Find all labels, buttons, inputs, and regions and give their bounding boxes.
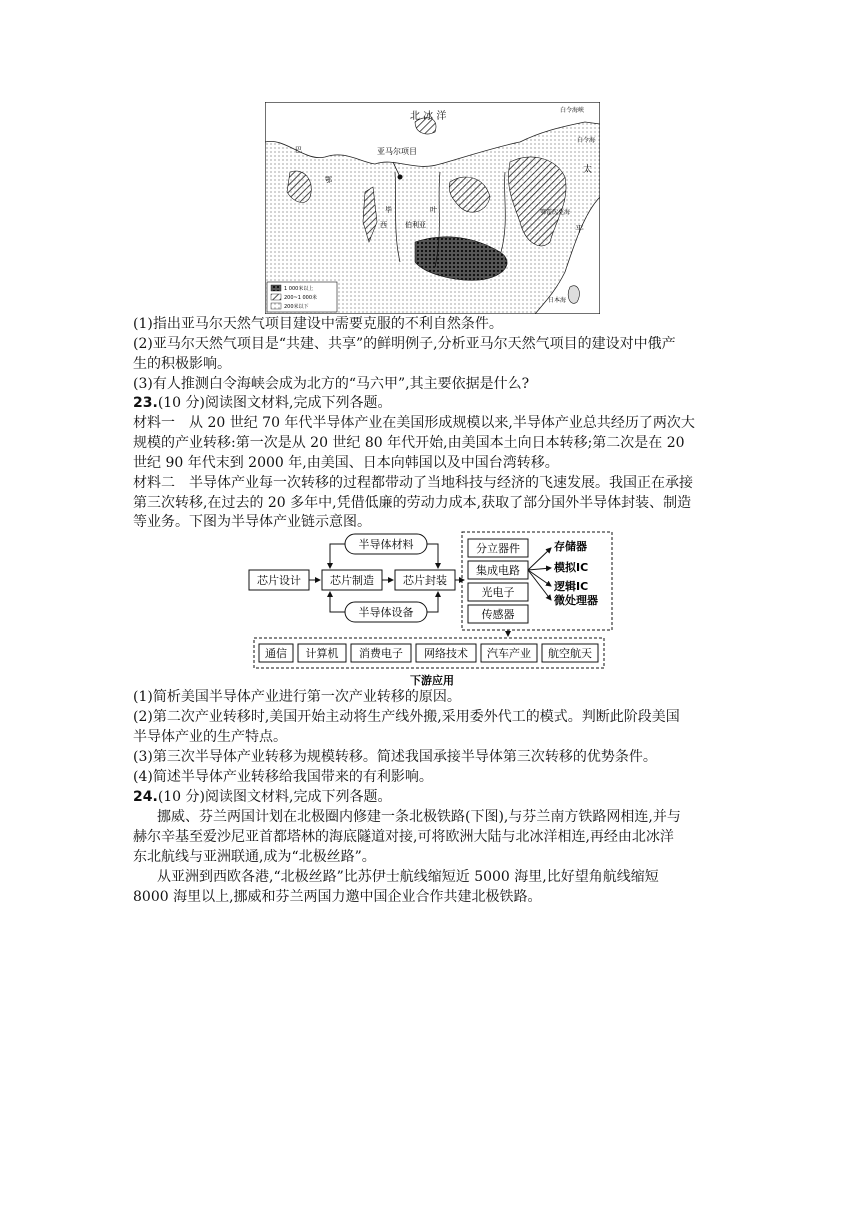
legend-label: 200~1 000米 xyxy=(284,295,318,301)
island xyxy=(568,286,579,304)
label-small: 伯利亚 xyxy=(405,221,426,229)
q22-question-2: (2)亚马尔天然气项目是“共建、共享”的鲜明例子,分析亚马尔天然气项目的建设对中俄产 xyxy=(133,336,676,352)
label-bering-sea: 白令海 xyxy=(577,137,596,144)
chip-packaging-box: 芯片封装 xyxy=(403,574,447,587)
q24-number: 24. xyxy=(133,789,158,805)
label-arctic-ocean: 北 冰 洋 xyxy=(410,111,447,122)
label-bering-strait: 白令海峡 xyxy=(560,107,585,114)
q24-paragraph-line: 东北航线与亚洲联通,成为“北极丝路”。 xyxy=(133,849,376,865)
label-project: 亚马尔项目 xyxy=(377,147,417,156)
ic-analog: 模拟IC xyxy=(554,561,589,574)
map-legend xyxy=(267,282,337,312)
q24-header-text: (10 分)阅读图文材料,完成下列各题。 xyxy=(157,789,392,805)
q23-material-line: 等业务。下图为半导体产业链示意图。 xyxy=(133,514,371,530)
q22-question-3: (3)有人推测白令海峡会成为北方的“马六甲”,其主要依据是什么? xyxy=(133,376,530,392)
label-small: 西 xyxy=(380,221,387,229)
label-sea-of-japan: 日本海 xyxy=(548,297,567,304)
label-okhotsk: 鄂霍次克海 xyxy=(540,209,571,216)
q23-question-2: (2)第二次产业转移时,美国开始主动将生产线外搬,采用委外代工的模式。判断此阶段美国 xyxy=(133,709,680,725)
label-pacific-2: 平 xyxy=(575,225,585,235)
q24-paragraph-line: 从亚洲到西欧各港,“北极丝路”比苏伊士航线缩短近 5000 海里,比好望角航线缩短 xyxy=(157,869,659,885)
ic-logic: 逻辑IC xyxy=(554,580,589,593)
product-sensor: 传感器 xyxy=(481,608,515,621)
legend-label: 200米以下 xyxy=(284,304,309,310)
q23-number: 23. xyxy=(133,395,158,411)
product-discrete: 分立器件 xyxy=(476,542,520,555)
q23-question-4: (4)简述半导体产业转移给我国带来的有利影响。 xyxy=(133,769,433,785)
q23-header xyxy=(133,395,391,411)
russia-map xyxy=(265,102,600,314)
semi-materials-box: 半导体材料 xyxy=(358,538,414,551)
q23-material-line: 材料二 半导体产业每一次转移的过程都带动了当地科技与经济的飞速发展。我国正在承接 xyxy=(133,475,693,491)
product-ic: 集成电路 xyxy=(476,564,520,577)
label-small: 叶 xyxy=(430,206,437,214)
ic-microprocessor: 微处理器 xyxy=(554,594,598,607)
q22-question-2-cont: 生的积极影响。 xyxy=(133,356,231,372)
q23-material-line: 世纪 90 年代末到 2000 年,由美国、日本向韩国以及中国台湾转移。 xyxy=(133,455,559,471)
q22-question-1: (1)指出亚马尔天然气项目建设中需要克服的不利自然条件。 xyxy=(133,316,503,332)
q23-material-line: 材料一 从 20 世纪 70 年代半导体产业在美国形成规模以来,半导体产业总共经历了两次大 xyxy=(133,415,695,431)
downstream-item: 汽车产业 xyxy=(487,647,531,660)
legend-label: 1 000米以上 xyxy=(284,286,314,292)
q24-paragraph-line: 挪威、芬兰两国计划在北极圈内修建一条北极铁路(下图),与芬兰南方铁路网相连,并与 xyxy=(157,809,681,825)
q23-question-3: (3)第三次半导体产业转移为规模转移。简述我国承接半导体第三次转移的优势条件。 xyxy=(133,749,657,765)
downstream-item: 消费电子 xyxy=(359,647,403,660)
q23-question-1: (1)简析美国半导体产业进行第一次产业转移的原因。 xyxy=(133,689,461,705)
downstream-item: 网络技术 xyxy=(424,647,468,660)
semi-equipment-box: 半导体设备 xyxy=(358,606,414,619)
label-small: 毕 xyxy=(385,206,392,214)
chip-design-box: 芯片设计 xyxy=(257,574,301,587)
semiconductor-chain-diagram xyxy=(248,530,616,690)
ic-memory: 存储器 xyxy=(554,540,587,553)
q23-material-line: 第三次转移,在过去的 20 多年中,凭借低廉的劳动力成本,获取了部分国外半导体封装、制造 xyxy=(133,495,692,511)
q23-question-2-cont: 半导体产业的生产特点。 xyxy=(133,729,287,745)
q24-paragraph-line: 8000 海里以上,挪威和芬兰两国力邀中国企业合作共建北极铁路。 xyxy=(133,889,542,905)
label-pacific-1: 太 xyxy=(583,165,593,175)
q24-header xyxy=(133,789,391,805)
downstream-item: 航空航天 xyxy=(548,647,592,660)
q24-paragraph-line: 赫尔辛基至爱沙尼亚首都塔林的海底隧道对接,可将欧洲大陆与北冰洋相连,再经由北冰洋 xyxy=(133,829,674,845)
label-small: 巴 xyxy=(295,146,302,154)
downstream-title: 下游应用 xyxy=(410,674,454,687)
label-small: 鄂 xyxy=(325,176,332,184)
q23-material-line: 规模的产业转移:第一次是从 20 世纪 80 年代开始,由美国本土向日本转移;第二次是在 20 xyxy=(133,435,685,451)
downstream-item: 计算机 xyxy=(305,647,339,660)
product-optoelectronics: 光电子 xyxy=(481,586,515,599)
chip-manufacture-box: 芯片制造 xyxy=(330,574,374,587)
q23-header-text: (10 分)阅读图文材料,完成下列各题。 xyxy=(157,395,392,411)
downstream-item: 通信 xyxy=(265,647,287,660)
